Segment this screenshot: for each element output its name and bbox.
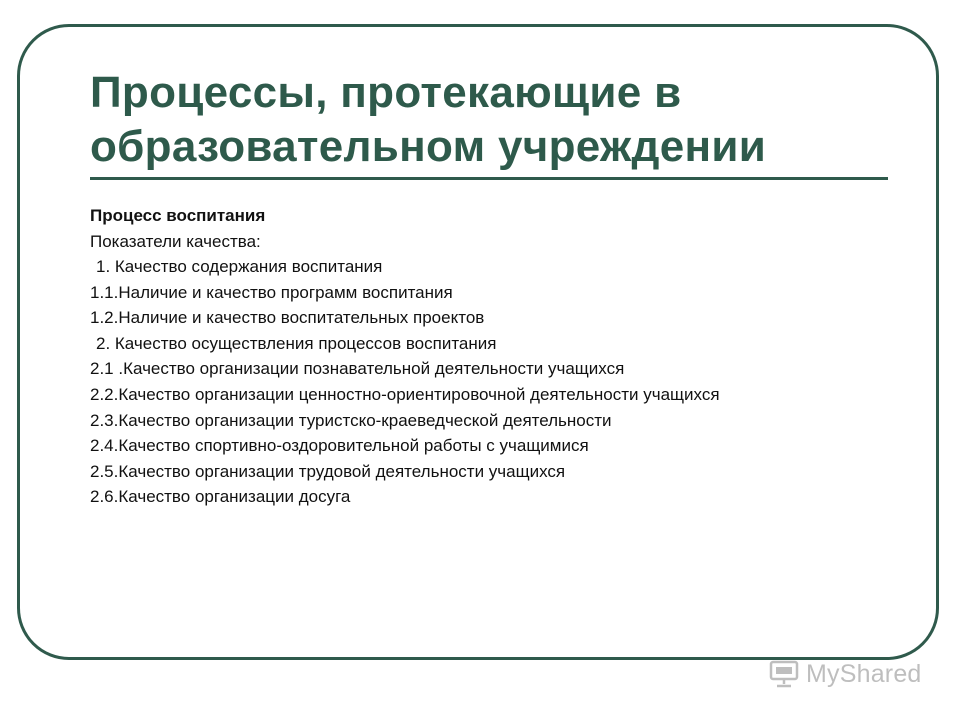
watermark [768,658,922,690]
list-item: 2.3.Качество организации туристско-краеведческой деятельности [90,410,612,430]
list-item: 1. Качество содержания воспитания [96,257,383,276]
list-item: 2.6.Качество организации досуга [90,487,351,506]
watermark-text: MyShared [806,659,922,688]
list-item: 2.4.Качество спортивно-оздоровительной работы с учащимися [90,436,589,455]
slide-content [90,203,870,510]
section-heading: Процесс воспитания [90,206,266,225]
list-item: 2.2.Качество организации ценностно-ориентировочной деятельности учащихся [90,384,720,404]
list-item: 2. Качество осуществления процессов воспитания [96,333,497,353]
list-item: 1.2.Наличие и качество воспитательных проектов [90,308,485,327]
section-subheading: Показатели качества: [90,231,261,251]
title-underline [90,177,888,180]
list-item: 2.5.Качество организации трудовой деятельности учащихся [90,461,566,481]
projector-icon [768,659,800,689]
list-item: 2.1 .Качество организации познавательной деятельности учащихся [90,359,625,378]
list-item: 1.1.Наличие и качество программ воспитания [90,282,453,302]
slide-title: Процессы, протекающие в образовательном учреждении [90,68,767,171]
